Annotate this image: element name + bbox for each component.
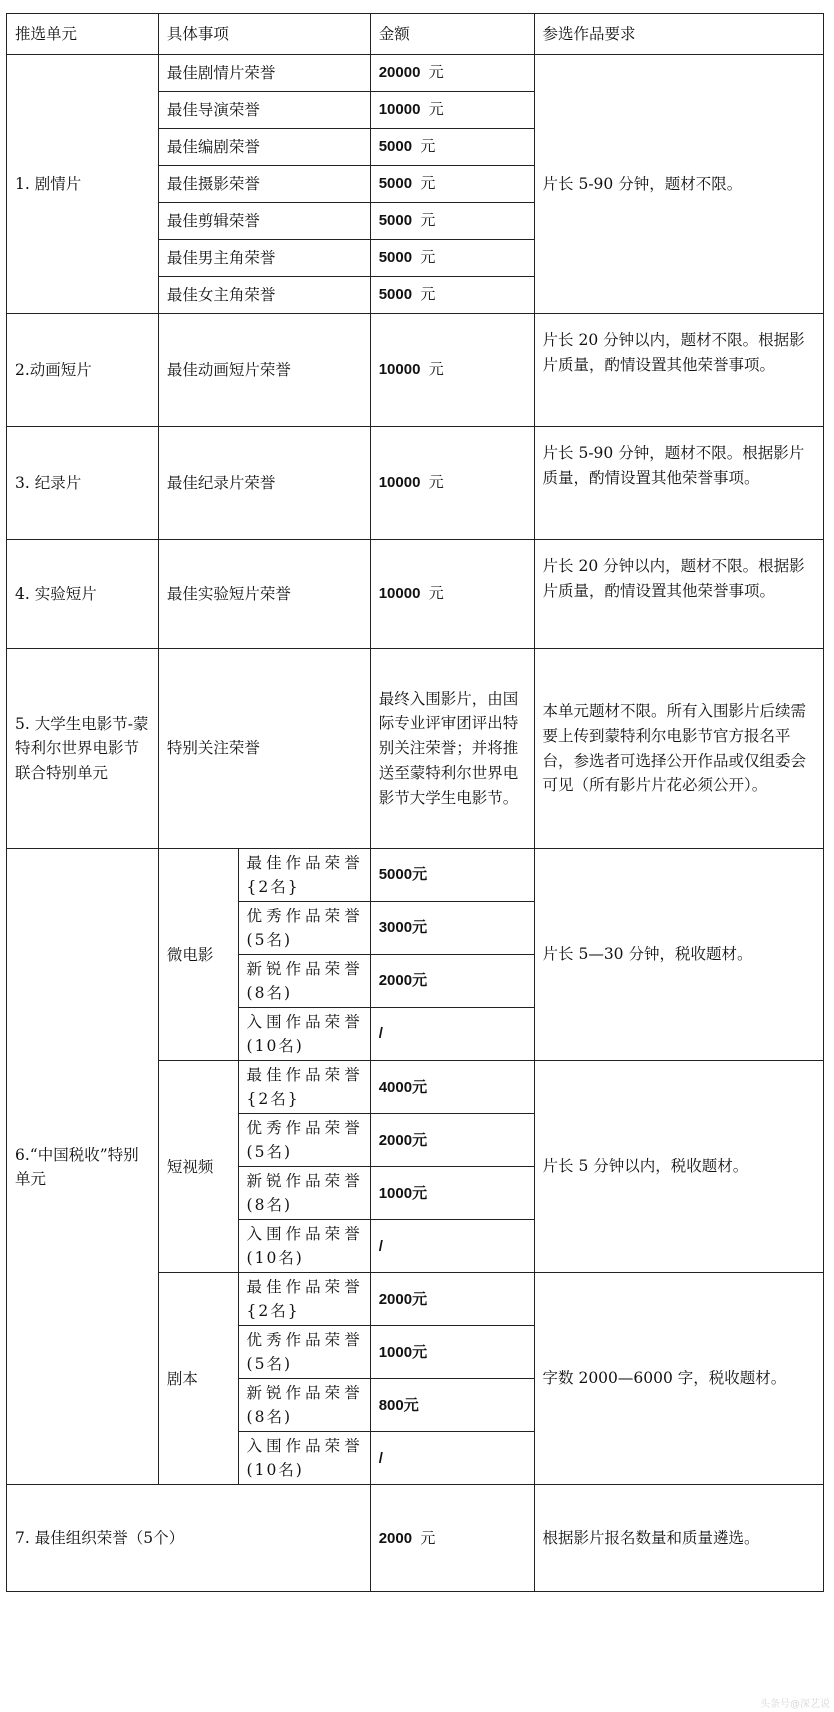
table-row bbox=[7, 314, 824, 427]
amount-value: 1000元 bbox=[370, 1167, 534, 1220]
amount-unit: 元 bbox=[420, 137, 436, 156]
table-row bbox=[7, 55, 824, 92]
item-label: 新锐作品荣誉(8名) bbox=[238, 1379, 370, 1432]
item-label: 入围作品荣誉(10名) bbox=[238, 1432, 370, 1485]
amount-value: 5000 bbox=[378, 286, 413, 304]
item-label: 特别关注荣誉 bbox=[158, 649, 370, 849]
amount-value: / bbox=[370, 1008, 534, 1061]
amount-value: 5000 bbox=[378, 249, 413, 267]
unit-name: 1. 剧情片 bbox=[7, 55, 159, 314]
requirement-text: 片长 5-90 分钟，题材不限。 bbox=[534, 55, 823, 314]
amount-cell bbox=[370, 129, 534, 166]
amount-value: 5000 bbox=[378, 138, 413, 156]
amount-value: / bbox=[370, 1220, 534, 1273]
amount-value: 2000元 bbox=[370, 955, 534, 1008]
item-label: 最佳动画短片荣誉 bbox=[158, 314, 370, 427]
item-label: 最佳导演荣誉 bbox=[158, 92, 370, 129]
requirement-text: 片长 20 分钟以内，题材不限。根据影片质量，酌情设置其他荣誉事项。 bbox=[534, 540, 823, 649]
amount-cell: 最终入围影片，由国际专业评审团评出特别关注荣誉；并将推送至蒙特利尔世界电影节大学生电影节。 bbox=[370, 649, 534, 849]
unit-name: 6.“中国税收”特别单元 bbox=[7, 849, 159, 1485]
amount-unit: 元 bbox=[420, 248, 436, 267]
amount-cell bbox=[370, 92, 534, 129]
item-label: 最佳作品荣誉{2名} bbox=[238, 1061, 370, 1114]
amount-unit: 元 bbox=[428, 63, 444, 82]
amount-value: 3000元 bbox=[370, 902, 534, 955]
item-label: 最佳剪辑荣誉 bbox=[158, 203, 370, 240]
item-label: 最佳作品荣誉{2名} bbox=[238, 1273, 370, 1326]
unit-name: 4. 实验短片 bbox=[7, 540, 159, 649]
amount-cell bbox=[370, 203, 534, 240]
amount-unit: 元 bbox=[420, 1528, 436, 1547]
unit-name: 5. 大学生电影节-蒙特利尔世界电影节联合特别单元 bbox=[7, 649, 159, 849]
item-label: 最佳作品荣誉{2名} bbox=[238, 849, 370, 902]
header-requirements: 参选作品要求 bbox=[534, 14, 823, 55]
requirement-text: 片长 5—30 分钟，税收题材。 bbox=[534, 849, 823, 1061]
item-label: 最佳摄影荣誉 bbox=[158, 166, 370, 203]
header-unit: 推选单元 bbox=[7, 14, 159, 55]
table-row bbox=[7, 1485, 824, 1592]
amount-value: 2000元 bbox=[370, 1273, 534, 1326]
group-name: 微电影 bbox=[158, 849, 238, 1061]
amount-value: 800元 bbox=[370, 1379, 534, 1432]
item-label: 新锐作品荣誉(8名) bbox=[238, 1167, 370, 1220]
requirement-text: 片长 5-90 分钟，题材不限。根据影片质量，酌情设置其他荣誉事项。 bbox=[534, 427, 823, 540]
item-label: 优秀作品荣誉(5名) bbox=[238, 902, 370, 955]
amount-value: 5000元 bbox=[370, 849, 534, 902]
item-label: 最佳实验短片荣誉 bbox=[158, 540, 370, 649]
table-row bbox=[7, 849, 824, 902]
amount-unit: 元 bbox=[420, 285, 436, 304]
amount-cell bbox=[370, 540, 534, 649]
amount-cell bbox=[370, 314, 534, 427]
amount-value: 5000 bbox=[378, 175, 413, 193]
item-label: 最佳女主角荣誉 bbox=[158, 277, 370, 314]
unit-name: 7. 最佳组织荣誉（5个） bbox=[7, 1485, 371, 1592]
awards-table bbox=[6, 13, 824, 1592]
group-name: 短视频 bbox=[158, 1061, 238, 1273]
item-label: 入围作品荣誉(10名) bbox=[238, 1220, 370, 1273]
unit-name: 3. 纪录片 bbox=[7, 427, 159, 540]
amount-value: 10000 bbox=[378, 585, 421, 603]
amount-value: 20000 bbox=[378, 64, 421, 82]
header-amount: 金额 bbox=[370, 14, 534, 55]
amount-value: 5000 bbox=[378, 212, 413, 230]
amount-cell bbox=[370, 166, 534, 203]
amount-unit: 元 bbox=[428, 100, 444, 119]
amount-value: / bbox=[370, 1432, 534, 1485]
amount-cell bbox=[370, 240, 534, 277]
requirement-text: 本单元题材不限。所有入围影片后续需要上传到蒙特利尔电影节官方报名平台，参选者可选择公开作品或仅组委会可见（所有影片片花必须公开）。 bbox=[534, 649, 823, 849]
awards-table-wrapper bbox=[6, 13, 824, 1592]
table-row bbox=[7, 649, 824, 849]
header-row bbox=[7, 14, 824, 55]
amount-unit: 元 bbox=[428, 360, 444, 379]
table-row bbox=[7, 540, 824, 649]
item-label: 最佳编剧荣誉 bbox=[158, 129, 370, 166]
amount-cell bbox=[370, 55, 534, 92]
amount-value: 10000 bbox=[378, 474, 421, 492]
item-label: 新锐作品荣誉(8名) bbox=[238, 955, 370, 1008]
header-item: 具体事项 bbox=[158, 14, 370, 55]
amount-cell bbox=[370, 1485, 534, 1592]
item-label: 入围作品荣誉(10名) bbox=[238, 1008, 370, 1061]
amount-value: 10000 bbox=[378, 101, 421, 119]
unit-name: 2.动画短片 bbox=[7, 314, 159, 427]
amount-value: 4000元 bbox=[370, 1061, 534, 1114]
amount-value: 2000 bbox=[378, 1529, 413, 1547]
group-name: 剧本 bbox=[158, 1273, 238, 1485]
amount-unit: 元 bbox=[428, 584, 444, 603]
amount-value: 1000元 bbox=[370, 1326, 534, 1379]
item-label: 最佳男主角荣誉 bbox=[158, 240, 370, 277]
amount-cell bbox=[370, 427, 534, 540]
amount-cell bbox=[370, 277, 534, 314]
requirement-text: 片长 20 分钟以内，题材不限。根据影片质量，酌情设置其他荣誉事项。 bbox=[534, 314, 823, 427]
item-label: 最佳纪录片荣誉 bbox=[158, 427, 370, 540]
amount-unit: 元 bbox=[428, 473, 444, 492]
amount-unit: 元 bbox=[420, 211, 436, 230]
amount-value: 2000元 bbox=[370, 1114, 534, 1167]
item-label: 最佳剧情片荣誉 bbox=[158, 55, 370, 92]
amount-unit: 元 bbox=[420, 174, 436, 193]
amount-value: 10000 bbox=[378, 361, 421, 379]
requirement-text: 片长 5 分钟以内，税收题材。 bbox=[534, 1061, 823, 1273]
item-label: 优秀作品荣誉(5名) bbox=[238, 1326, 370, 1379]
requirement-text: 根据影片报名数量和质量遴选。 bbox=[534, 1485, 823, 1592]
item-label: 优秀作品荣誉(5名) bbox=[238, 1114, 370, 1167]
requirement-text: 字数 2000—6000 字，税收题材。 bbox=[534, 1273, 823, 1485]
table-row bbox=[7, 427, 824, 540]
watermark: 头条号@深艺说 bbox=[760, 1699, 830, 1710]
